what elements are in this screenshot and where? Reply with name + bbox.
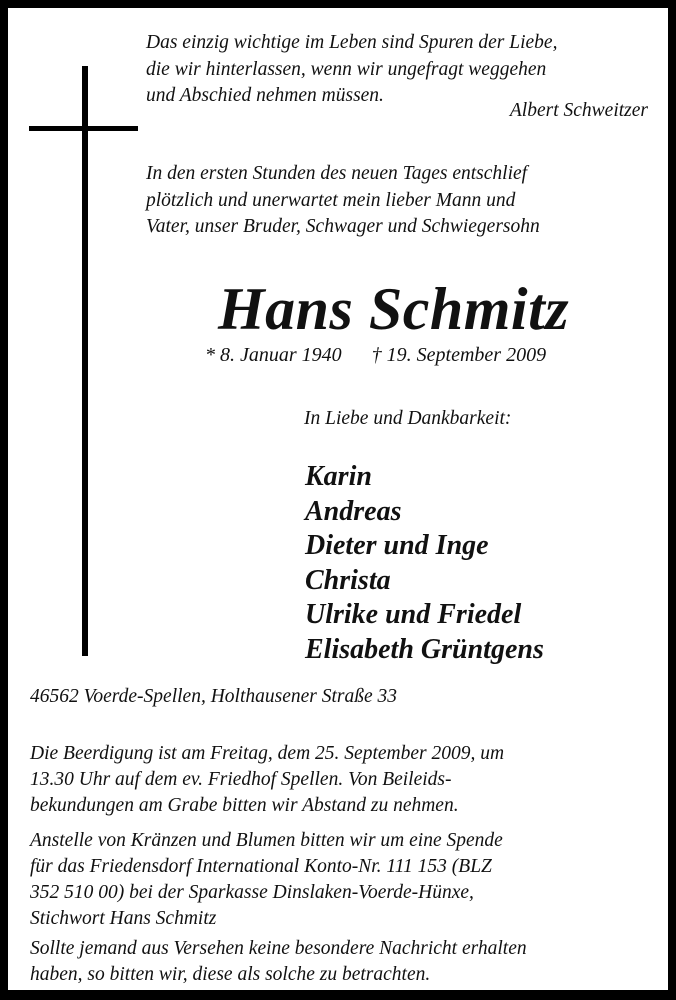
donation-line: 352 510 00) bei der Sparkasse Dinslaken-Voerde-Hünxe, <box>30 882 474 903</box>
notice-line: Sollte jemand aus Versehen keine besondere Nachricht erhalten <box>30 938 527 959</box>
mourner-name: Andreas <box>305 495 402 527</box>
quote-line: und Abschied nehmen müssen. <box>146 85 384 106</box>
funeral-info <box>30 741 660 819</box>
donation-line: für das Friedensdorf International Konto-Nr. 111 153 (BLZ <box>30 856 492 877</box>
funeral-line: Die Beerdigung ist am Freitag, dem 25. September 2009, um <box>30 743 505 764</box>
life-dates <box>205 344 546 367</box>
intro-text <box>146 161 666 241</box>
funeral-line: bekundungen am Grabe bitten wir Abstand zu nehmen. <box>30 795 459 816</box>
mourner-name: Elisabeth Grüntgens <box>305 633 544 665</box>
mourners-heading: In Liebe und Dankbarkeit: <box>304 408 512 429</box>
mourner-name: Christa <box>305 564 391 596</box>
mourner-name: Dieter und Inge <box>305 530 489 561</box>
quote-line: die wir hinterlassen, wenn wir ungefragt weggehen <box>146 58 547 80</box>
notice-text <box>30 936 665 988</box>
cross-icon <box>82 66 88 656</box>
donation-info <box>30 828 660 932</box>
intro-line: Vater, unser Bruder, Schwager und Schwiegersohn <box>146 216 540 237</box>
quote-block <box>146 30 656 110</box>
donation-line: Anstelle von Kränzen und Blumen bitten wir um eine Spende <box>30 830 503 851</box>
death-date: † 19. September 2009 <box>371 344 547 366</box>
mourners-list <box>305 460 544 667</box>
intro-line: plötzlich und unerwartet mein lieber Mann und <box>146 189 516 211</box>
deceased-name: Hans Schmitz <box>218 276 570 342</box>
notice-line: haben, so bitten wir, diese als solche zu betrachten. <box>30 964 431 985</box>
intro-line: In den ersten Stunden des neuen Tages entschlief <box>146 163 528 184</box>
funeral-line: 13.30 Uhr auf dem ev. Friedhof Spellen. Von Beileids- <box>30 769 452 790</box>
donation-line: Stichwort Hans Schmitz <box>30 908 217 929</box>
quote-line: Das einzig wichtige im Leben sind Spuren der Liebe, <box>146 32 558 53</box>
obituary-card <box>8 8 668 990</box>
quote-author: Albert Schweitzer <box>509 100 648 121</box>
mourner-name: Karin <box>305 461 372 492</box>
family-address: 46562 Voerde-Spellen, Holthausener Straße 33 <box>30 686 398 707</box>
birth-date: * 8. Januar 1940 <box>205 344 342 366</box>
cross-icon-crossbar <box>29 126 138 131</box>
mourner-name: Ulrike und Friedel <box>305 599 522 630</box>
